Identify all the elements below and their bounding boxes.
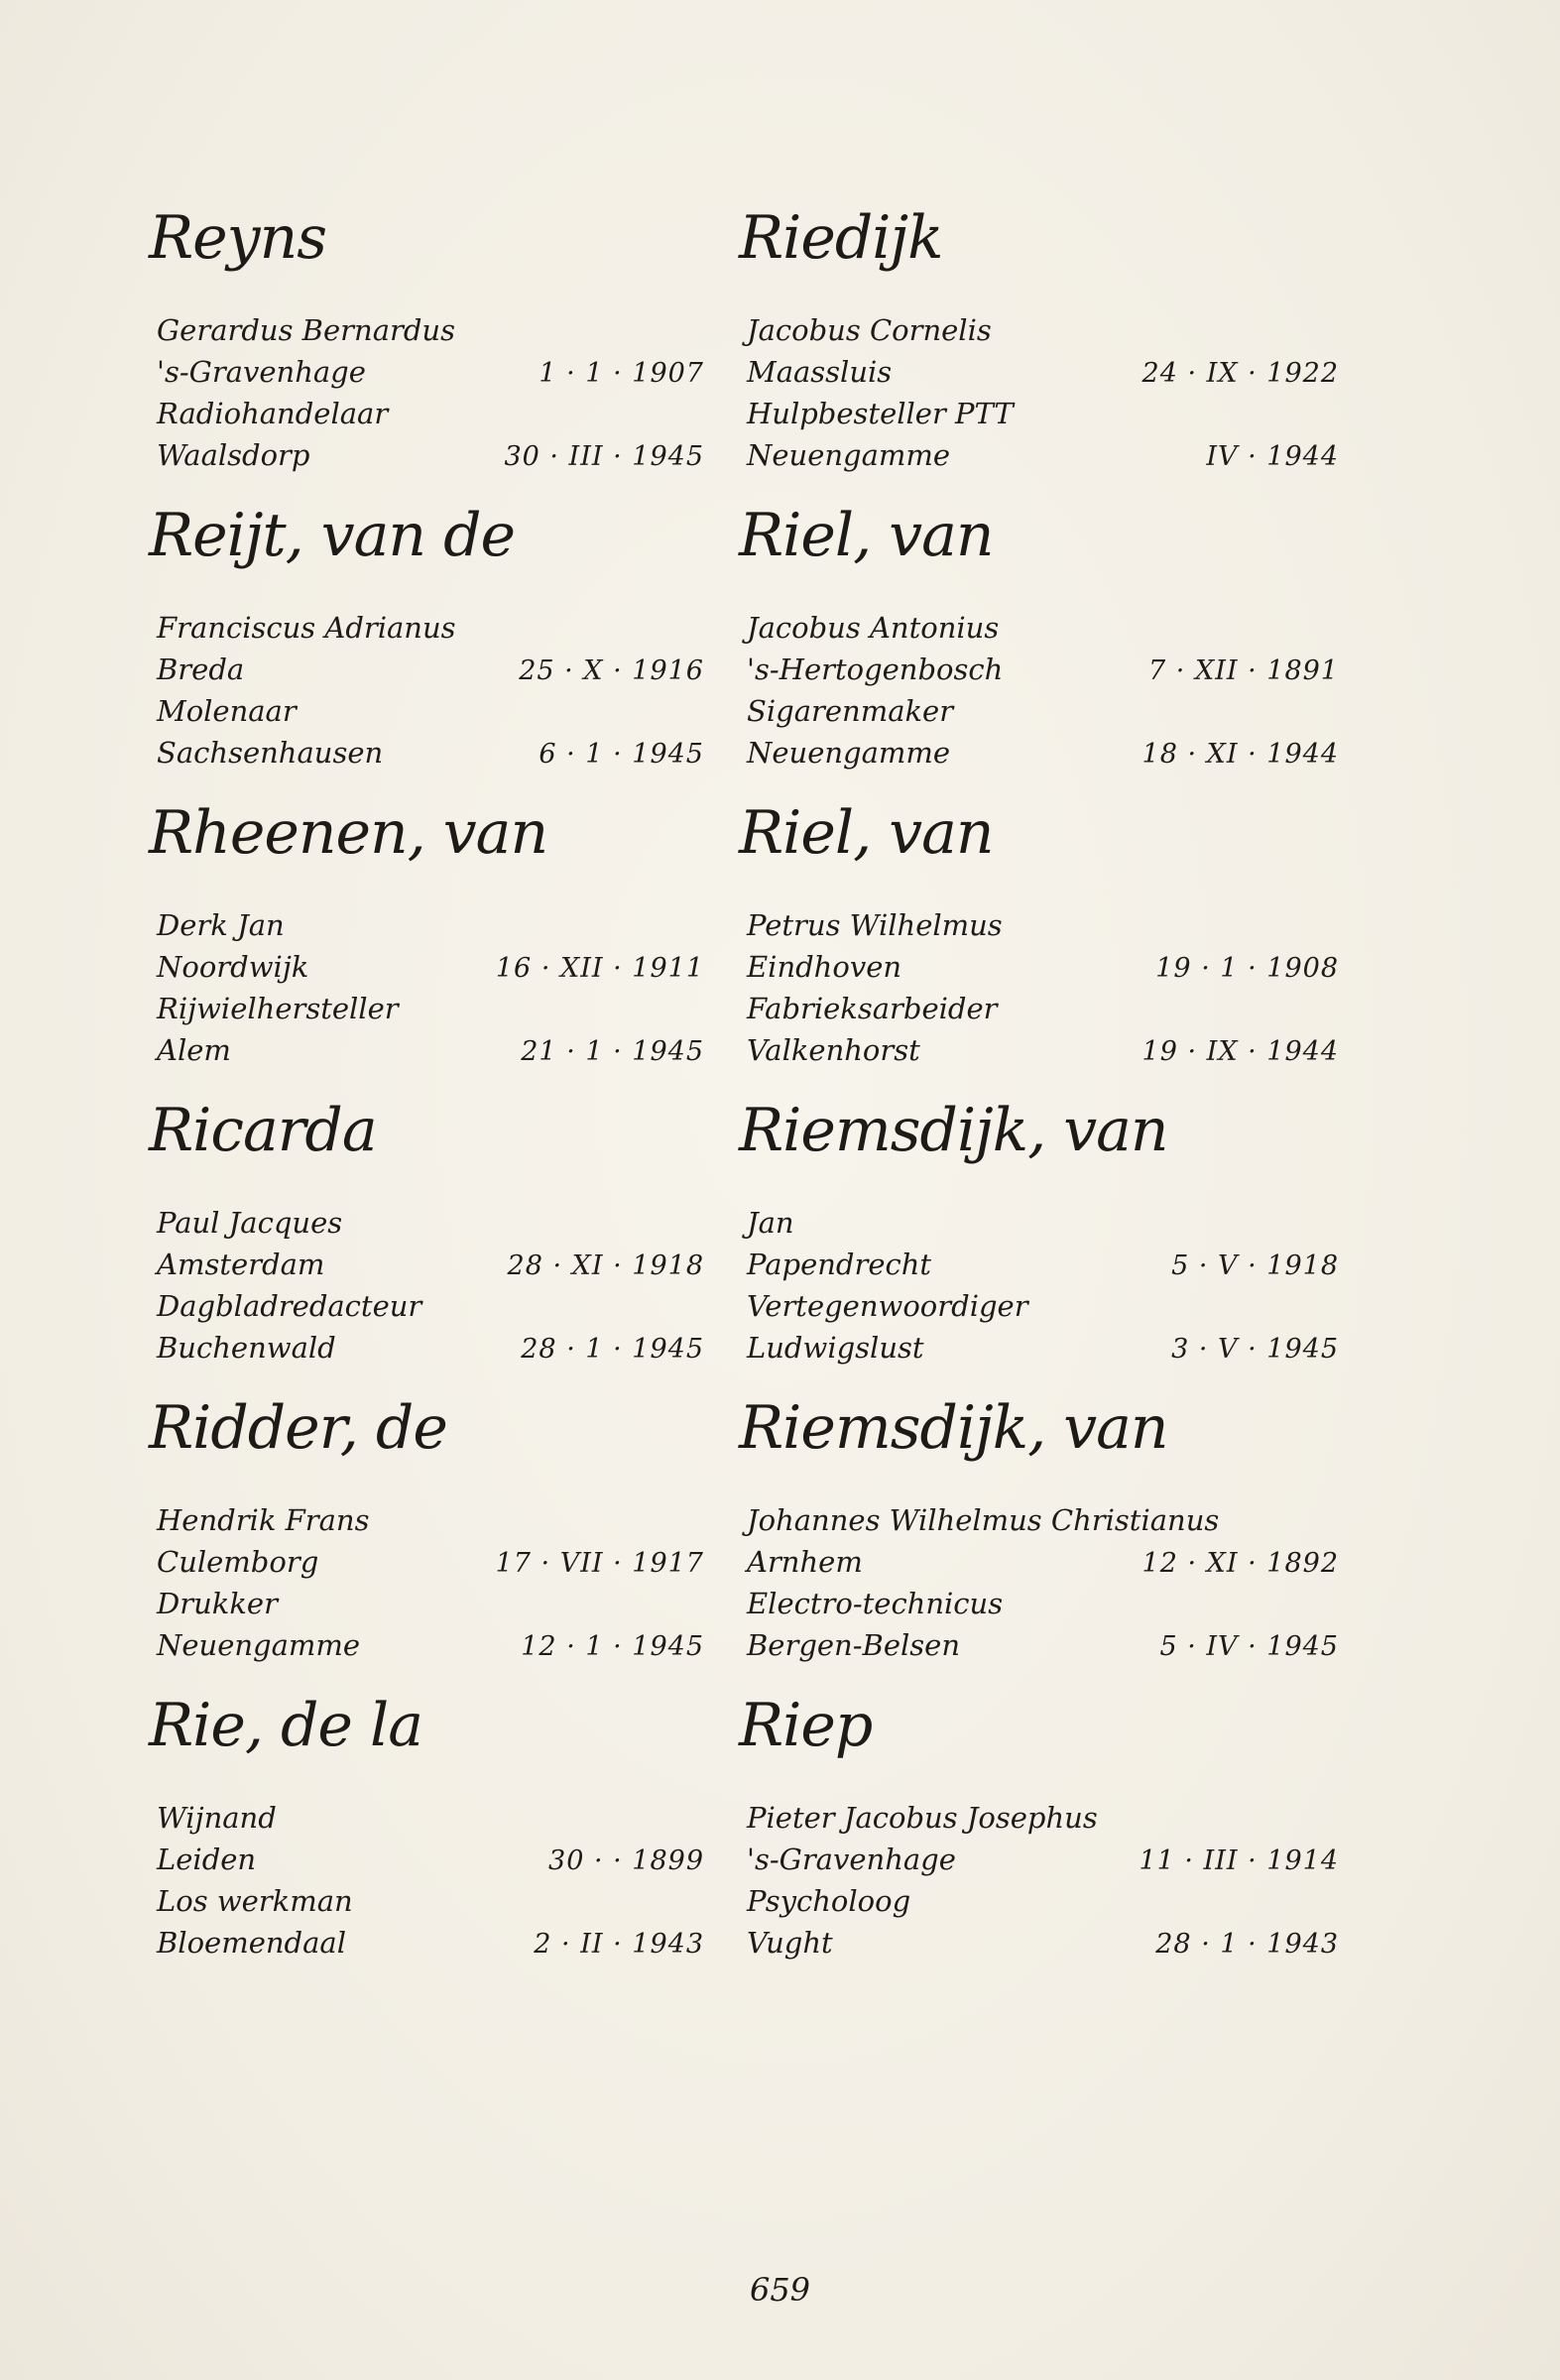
death-place: Sachsenhausen [157, 736, 384, 770]
death-line [149, 732, 704, 774]
given-names-line [739, 309, 1294, 351]
occupation: Dagbladredacteur [157, 1289, 422, 1323]
given-names: Gerardus Bernardus [157, 313, 455, 347]
occupation-line [739, 988, 1294, 1029]
surname-heading: Ridder, de [149, 1393, 447, 1463]
entry-ricarda [149, 1091, 704, 1388]
occupation-line [739, 1583, 1294, 1624]
given-names: Pieter Jacobus Josephus [747, 1801, 1098, 1835]
death-place: Buchenwald [157, 1331, 336, 1365]
occupation-line [149, 1880, 704, 1922]
death-place: Ludwigslust [747, 1331, 924, 1365]
entry-riel-van-2 [739, 793, 1339, 1091]
death-line [149, 1922, 704, 1964]
birth-place: 's-Hertogenbosch [747, 653, 1004, 686]
death-place: Neuengamme [747, 736, 951, 770]
given-names-line [739, 607, 1294, 649]
birth-date: 12 · XI · 1892 [1141, 1548, 1339, 1579]
occupation-line [149, 988, 704, 1029]
given-names: Jacobus Cornelis [747, 313, 992, 347]
birth-date: 1 · 1 · 1907 [539, 358, 704, 389]
occupation: Rijwielhersteller [157, 992, 399, 1025]
death-line [739, 1922, 1339, 1964]
birth-line [739, 1541, 1339, 1583]
death-place: Neuengamme [157, 1628, 361, 1662]
death-date: 28 · 1 · 1943 [1155, 1929, 1339, 1960]
birth-place: Culemborg [157, 1545, 319, 1579]
birth-date: 16 · XII · 1911 [495, 953, 704, 984]
death-date: 3 · V · 1945 [1171, 1334, 1339, 1365]
birth-date: 17 · VII · 1917 [495, 1548, 704, 1579]
occupation-line [149, 393, 704, 434]
death-date: 6 · 1 · 1945 [539, 739, 704, 770]
surname-heading: Riemsdijk, van [739, 1096, 1168, 1165]
given-names-line [739, 904, 1294, 946]
birth-place: Leiden [157, 1843, 257, 1876]
death-date: 19 · IX · 1944 [1141, 1036, 1339, 1067]
birth-place: 's-Gravenhage [157, 355, 366, 389]
surname-heading: Riel, van [739, 501, 994, 570]
birth-line [149, 1244, 704, 1285]
death-place: Valkenhorst [747, 1033, 920, 1067]
occupation: Radiohandelaar [157, 397, 389, 430]
occupation: Molenaar [157, 694, 297, 728]
death-place: Waalsdorp [157, 438, 310, 472]
birth-date: 5 · V · 1918 [1171, 1250, 1339, 1281]
death-line [739, 434, 1339, 476]
death-place: Neuengamme [747, 438, 951, 472]
occupation: Electro-technicus [747, 1587, 1004, 1620]
death-place: Vught [747, 1926, 833, 1960]
page-number: 659 [749, 2271, 811, 2309]
surname-heading: Riep [739, 1691, 873, 1760]
death-date: 21 · 1 · 1945 [521, 1036, 704, 1067]
occupation: Fabrieksarbeider [747, 992, 998, 1025]
given-names: Johannes Wilhelmus Christianus [747, 1503, 1220, 1537]
birth-date: 11 · III · 1914 [1139, 1845, 1339, 1876]
birth-line [739, 649, 1339, 690]
given-names-line [149, 1202, 704, 1244]
death-date: 30 · III · 1945 [504, 441, 704, 472]
birth-place: Maassluis [747, 355, 893, 389]
birth-place: Arnhem [747, 1545, 863, 1579]
given-names-line [739, 1202, 1294, 1244]
birth-place: Papendrecht [747, 1248, 932, 1281]
birth-date: 19 · 1 · 1908 [1155, 953, 1339, 984]
occupation: Psycholoog [747, 1884, 911, 1918]
birth-line [149, 1541, 704, 1583]
birth-date: 30 · · 1899 [548, 1845, 704, 1876]
death-date: 12 · 1 · 1945 [521, 1631, 704, 1662]
birth-line [739, 351, 1339, 393]
occupation-line [149, 690, 704, 732]
surname-heading: Reyns [149, 203, 327, 273]
entry-riemsdijk-van-1 [739, 1091, 1339, 1388]
given-names: Hendrik Frans [157, 1503, 370, 1537]
birth-date: 28 · XI · 1918 [507, 1250, 704, 1281]
death-line [149, 1624, 704, 1666]
occupation-line [739, 1880, 1294, 1922]
birth-line [149, 1839, 704, 1880]
surname-heading: Rie, de la [149, 1691, 422, 1760]
birth-place: Noordwijk [157, 950, 309, 984]
death-line [739, 1029, 1339, 1071]
left-column [149, 198, 704, 1983]
death-place: Bergen-Belsen [747, 1628, 961, 1662]
given-names-line [149, 904, 704, 946]
entry-ridder-de [149, 1388, 704, 1686]
entry-rie-de-la [149, 1686, 704, 1983]
birth-line [149, 649, 704, 690]
entry-riel-van-1 [739, 496, 1339, 793]
death-date: 5 · IV · 1945 [1159, 1631, 1339, 1662]
death-place: Bloemendaal [157, 1926, 346, 1960]
entry-reyns [149, 198, 704, 496]
birth-line [739, 946, 1339, 988]
death-line [149, 434, 704, 476]
surname-heading: Rheenen, van [149, 798, 548, 868]
given-names-line [149, 309, 704, 351]
death-line [149, 1029, 704, 1071]
surname-heading: Riemsdijk, van [739, 1393, 1168, 1463]
surname-heading: Reijt, van de [149, 501, 516, 570]
death-date: 28 · 1 · 1945 [521, 1334, 704, 1365]
death-line [739, 1327, 1339, 1368]
entry-riedijk [739, 198, 1339, 496]
given-names-line [739, 1797, 1294, 1839]
birth-line [149, 946, 704, 988]
given-names-line [149, 1499, 704, 1541]
death-place: Alem [157, 1033, 231, 1067]
occupation-line [149, 1583, 704, 1624]
surname-heading: Riel, van [739, 798, 994, 868]
given-names: Paul Jacques [157, 1206, 343, 1240]
death-line [739, 1624, 1339, 1666]
death-date: IV · 1944 [1206, 441, 1339, 472]
surname-heading: Ricarda [149, 1096, 377, 1165]
birth-place: 's-Gravenhage [747, 1843, 956, 1876]
birth-place: Breda [157, 653, 245, 686]
death-line [739, 732, 1339, 774]
occupation: Sigarenmaker [747, 694, 954, 728]
surname-heading: Riedijk [739, 203, 943, 273]
birth-place: Amsterdam [157, 1248, 325, 1281]
entry-riep [739, 1686, 1339, 1983]
birth-line [739, 1839, 1339, 1880]
birth-line [149, 351, 704, 393]
given-names: Franciscus Adrianus [157, 611, 456, 645]
death-line [149, 1327, 704, 1368]
given-names: Derk Jan [157, 908, 285, 942]
occupation: Drukker [157, 1587, 278, 1620]
occupation: Hulpbesteller PTT [747, 397, 1014, 430]
occupation-line [739, 690, 1294, 732]
birth-line [739, 1244, 1339, 1285]
death-date: 2 · II · 1943 [534, 1929, 704, 1960]
entry-riemsdijk-van-2 [739, 1388, 1339, 1686]
entry-rheenen-van [149, 793, 704, 1091]
right-column [739, 198, 1339, 1983]
given-names: Jacobus Antonius [747, 611, 1000, 645]
birth-date: 7 · XII · 1891 [1148, 655, 1339, 686]
birth-date: 24 · IX · 1922 [1141, 358, 1339, 389]
death-date: 18 · XI · 1944 [1141, 739, 1339, 770]
given-names: Wijnand [157, 1801, 277, 1835]
occupation-line [739, 1285, 1294, 1327]
given-names-line [739, 1499, 1294, 1541]
occupation-line [149, 1285, 704, 1327]
occupation-line [739, 393, 1294, 434]
given-names-line [149, 607, 704, 649]
birth-date: 25 · X · 1916 [519, 655, 704, 686]
birth-place: Eindhoven [747, 950, 902, 984]
given-names: Jan [747, 1206, 794, 1240]
occupation: Los werkman [157, 1884, 353, 1918]
given-names: Petrus Wilhelmus [747, 908, 1003, 942]
occupation: Vertegenwoordiger [747, 1289, 1028, 1323]
entry-reijt-van-de [149, 496, 704, 793]
given-names-line [149, 1797, 704, 1839]
